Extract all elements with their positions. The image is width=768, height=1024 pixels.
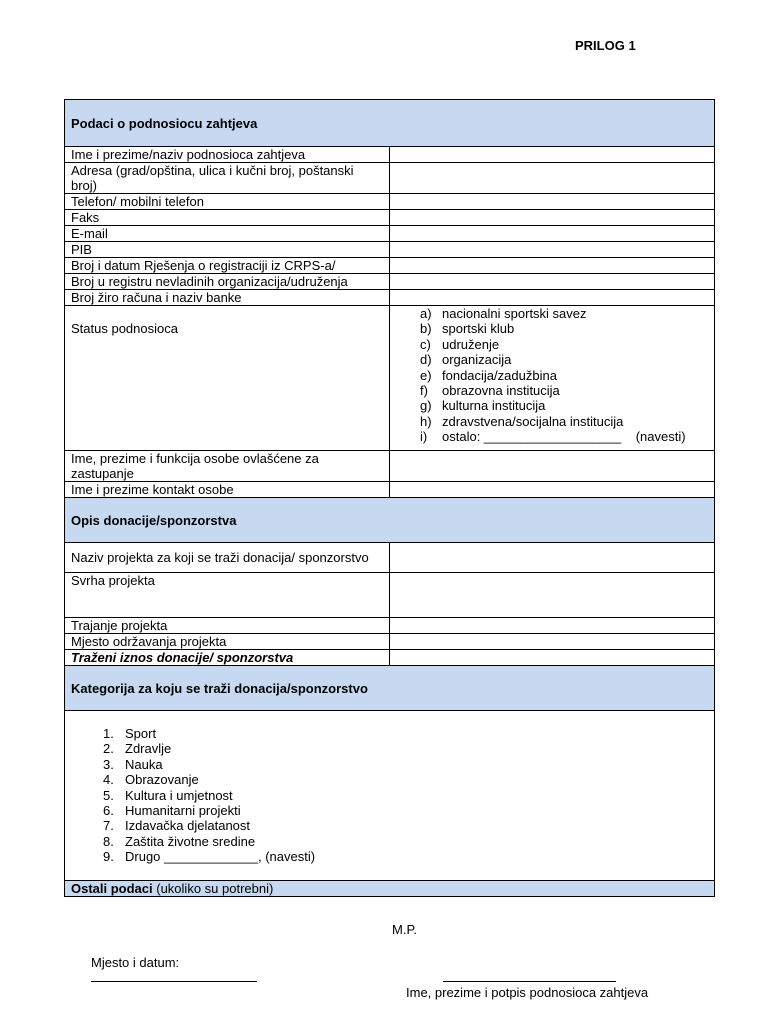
field-value-address[interactable] <box>390 163 715 194</box>
section-category-header: Kategorija za koju se traži donacija/sponzorstvo <box>65 666 715 711</box>
field-label-status: Status podnosioca <box>65 306 390 451</box>
field-label-crps: Broj i datum Rješenja o registraciji iz CRPS-a/ <box>65 258 390 274</box>
category-item[interactable]: 3. Nauka <box>103 756 163 772</box>
field-value-email[interactable] <box>390 226 715 242</box>
field-label-address: Adresa (grad/opština, ulica i kučni broj, poštanski broj) <box>65 163 390 194</box>
field-value-name[interactable] <box>390 147 715 163</box>
field-value-crps[interactable] <box>390 258 715 274</box>
category-item[interactable]: 6. Humanitarni projekti <box>103 803 241 819</box>
field-value-project-duration[interactable] <box>390 618 715 634</box>
status-option[interactable]: f) obrazovna institucija <box>420 383 560 399</box>
field-value-project-location[interactable] <box>390 634 715 650</box>
status-option[interactable]: d) organizacija <box>420 352 512 368</box>
category-item[interactable]: 1. Sport <box>103 726 157 741</box>
field-label-ngo-register: Broj u registru nevladinih organizacija/udruženja <box>65 274 390 290</box>
field-value-requested-amount[interactable] <box>390 650 715 666</box>
field-label-email: E-mail <box>65 226 390 242</box>
other-data-title: Ostali podaci <box>71 881 153 896</box>
category-item[interactable]: 2. Zdravlje <box>103 741 172 757</box>
field-value-fax[interactable] <box>390 210 715 226</box>
category-item[interactable]: 5. Kultura i umjetnost <box>103 787 233 803</box>
category-list <box>71 726 708 865</box>
status-options-cell <box>390 306 715 451</box>
status-options-list <box>396 306 708 445</box>
section-donation-header: Opis donacije/sponzorstva <box>65 498 715 543</box>
field-value-contact-person[interactable] <box>390 482 715 498</box>
status-option[interactable]: c) udruženje <box>420 336 500 352</box>
status-option[interactable]: g) kulturna institucija <box>420 398 546 414</box>
field-value-authorized-person[interactable] <box>390 451 715 482</box>
field-label-bank-account: Broj žiro računa i naziv banke <box>65 290 390 306</box>
field-label-fax: Faks <box>65 210 390 226</box>
signature-line[interactable] <box>443 981 616 982</box>
status-option[interactable]: a) nacionalni sportski savez <box>420 306 587 321</box>
application-form-table <box>64 99 715 897</box>
status-option[interactable]: h) zdravstvena/socijalna institucija <box>420 413 624 429</box>
category-item[interactable]: 4. Obrazovanje <box>103 772 199 788</box>
field-value-pib[interactable] <box>390 242 715 258</box>
section-other-data-header <box>65 881 715 897</box>
status-option[interactable]: b) sportski klub <box>420 321 515 337</box>
field-label-project-purpose: Svrha projekta <box>65 573 390 618</box>
field-value-phone[interactable] <box>390 194 715 210</box>
field-value-ngo-register[interactable] <box>390 274 715 290</box>
section-applicant-header: Podaci o podnosiocu zahtjeva <box>65 100 715 147</box>
category-item-other[interactable]: 9. Drugo _____________, (navesti) <box>103 849 316 865</box>
field-label-project-location: Mjesto održavanja projekta <box>65 634 390 650</box>
attachment-label: PRILOG 1 <box>575 38 636 53</box>
other-data-note: (ukoliko su potrebni) <box>152 881 274 896</box>
field-label-authorized-person: Ime, prezime i funkcija osobe ovlašćene za zastupanje <box>65 451 390 482</box>
category-item[interactable]: 8. Zaštita životne sredine <box>103 833 256 849</box>
field-label-requested-amount: Traženi iznos donacije/ sponzorstva <box>65 650 390 666</box>
category-item[interactable]: 7. Izdavačka djelatanost <box>103 818 251 834</box>
field-label-contact-person: Ime i prezime kontakt osobe <box>65 482 390 498</box>
field-label-name: Ime i prezime/naziv podnosioca zahtjeva <box>65 147 390 163</box>
field-label-project-name: Naziv projekta za koji se traži donacija/ sponzorstvo <box>65 543 390 573</box>
place-date-label: Mjesto i datum: <box>91 955 180 970</box>
field-value-project-name[interactable] <box>390 543 715 573</box>
field-value-project-purpose[interactable] <box>390 573 715 618</box>
field-value-bank-account[interactable] <box>390 290 715 306</box>
status-option-other[interactable]: i) ostalo: ___________________ (navesti) <box>420 429 686 445</box>
field-label-project-duration: Trajanje projekta <box>65 618 390 634</box>
category-list-cell <box>65 711 715 881</box>
stamp-placeholder-label: M.P. <box>392 922 418 937</box>
field-label-pib: PIB <box>65 242 390 258</box>
signature-label: Ime, prezime i potpis podnosioca zahtjeva <box>406 985 649 1000</box>
place-date-line[interactable] <box>91 981 257 982</box>
status-option[interactable]: e) fondacija/zadužbina <box>420 367 557 383</box>
field-label-phone: Telefon/ mobilni telefon <box>65 194 390 210</box>
